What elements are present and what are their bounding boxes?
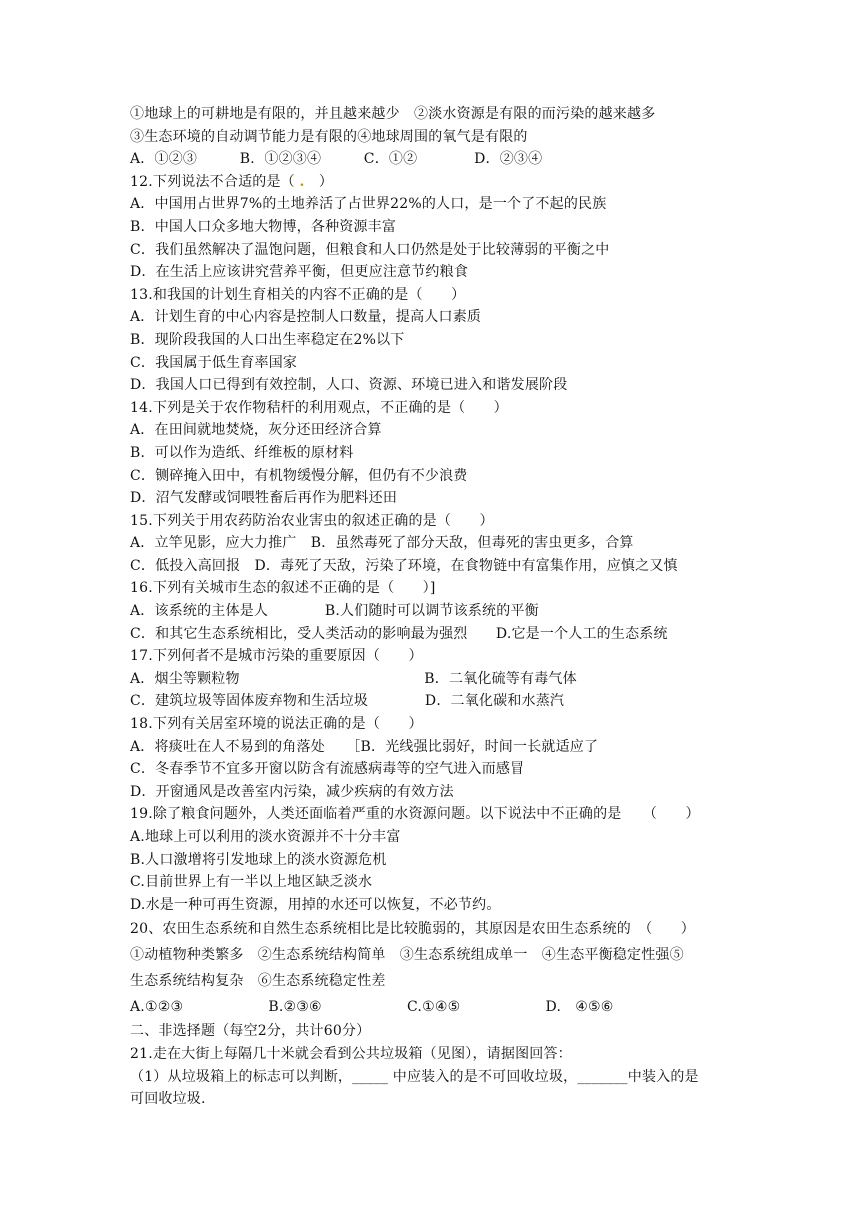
option-a: A．在田间就地焚烧，灰分还田经济合算 xyxy=(130,422,382,439)
question-15: 15.下列关于用农药防治农业害虫的叙述正确的是（ ） xyxy=(130,512,494,529)
option-cd: C．建筑垃圾等固体废弃物和生活垃圾 D．二氧化碳和水蒸汽 xyxy=(130,693,565,710)
question-21: 21.走在大街上每隔几十米就会看到公共垃圾箱（见图），请据图回答： xyxy=(130,1045,572,1062)
question-21-part-1: （1）从垃圾箱上的标志可以判断，_____ 中应装入的是不可回收垃圾，_______中装入的是 xyxy=(130,1068,699,1085)
option-c: C．冬春季节不宜多开窗以防含有流感病毒等的空气进入而感冒 xyxy=(130,761,525,778)
option-b: B．中国人口众多地大物博，各种资源丰富 xyxy=(130,218,397,235)
question-20: 20、农田生态系统和自然生态系统相比是比较脆弱的，其原因是农田生态系统的 （ ） xyxy=(130,921,696,938)
mark-dot: . xyxy=(299,173,305,190)
option-d: D．我国人口已得到有效控制，人口、资源、环境已进入和谐发展阶段 xyxy=(130,377,568,394)
option-c: C．我们虽然解决了温饱问题，但粮食和人口仍然是处于比较薄弱的平衡之中 xyxy=(130,241,610,258)
option-a: A.地球上可以利用的淡水资源并不十分丰富 xyxy=(130,829,401,845)
exam-content xyxy=(130,103,740,1111)
section-heading: 二、非选择题（每空2分，共计60分） xyxy=(130,1023,371,1040)
option-a: A．中国用占世界7%的土地养活了占世界22%的人口，是一个了不起的民族 xyxy=(130,196,607,213)
answer-options: A．①②③ B．①②③④ C．①② D．②③④ xyxy=(130,151,543,168)
option-ab: A．该系统的主体是人 B.人们随时可以调节该系统的平衡 xyxy=(130,603,539,620)
statement-list: ①动植物种类繁多 ②生态系统结构简单 ③生态系统组成单一 ④生态平衡稳定性强⑤ xyxy=(130,947,684,964)
question-21-part-1-cont: 可回收垃圾. xyxy=(130,1091,206,1108)
option-b: B.人口激增将引发地球上的淡水资源危机 xyxy=(130,851,387,868)
option-d: D．开窗通风是改善室内污染，减少疾病的有效方法 xyxy=(130,783,454,800)
text-line: ③生态环境的自动调节能力是有限的④地球周围的氧气是有限的 xyxy=(130,128,528,145)
option-cd: C．和其它生态系统相比，受人类活动的影响最为强烈 D.它是一个人工的生态系统 xyxy=(130,625,668,642)
option-ab: A．立竿见影，应大力推广 B．虽然毒死了部分天敌，但毒死的害虫更多，合算 xyxy=(130,535,634,552)
option-c: C．我国属于低生育率国家 xyxy=(130,354,298,371)
statement-list: 生态系统结构复杂 ⑥生态系统稳定性差 xyxy=(130,973,386,990)
option-b: B．可以作为造纸、纤维板的原材料 xyxy=(130,444,354,461)
answer-options: A.①②③ B.②③⑥ C.①④⑤ D. ④⑤⑥ xyxy=(130,999,614,1016)
question-17: 17.下列何者不是城市污染的重要原因（ ） xyxy=(130,648,423,665)
text-line: ①地球上的可耕地是有限的，并且越来越少 ②淡水资源是有限的而污染的越来越多 xyxy=(130,106,656,122)
option-d: D．沼气发酵或饲喂牲畜后再作为肥料还田 xyxy=(130,490,398,507)
option-d: D．在生活上应该讲究营养平衡，但更应注意节约粮食 xyxy=(130,264,469,281)
option-ab: A．将痰吐在人不易到的角落处 ［B．光线强比弱好，时间一长就适应了 xyxy=(130,738,599,755)
option-cd: C．低投入高回报 D．毒死了天敌，污染了环境，在食物链中有富集作用，应慎之又慎 xyxy=(130,557,678,574)
option-b: B．现阶段我国的人口出生率稳定在2%以下 xyxy=(130,331,405,348)
question-12-paren: ） xyxy=(318,173,334,190)
question-12-stem: 12.下列说法不合适的是（ xyxy=(130,173,295,190)
question-19: 19.除了粮食问题外，人类还面临着严重的水资源问题。以下说法中不正确的是 （ ） xyxy=(130,806,700,823)
question-13: 13.和我国的计划生育相关的内容不正确的是（ ） xyxy=(130,286,466,303)
option-c: C．铡碎掩入田中，有机物缓慢分解，但仍有不少浪费 xyxy=(130,467,468,484)
option-a: A．计划生育的中心内容是控制人口数量，提高人口素质 xyxy=(130,309,482,326)
option-d: D.水是一种可再生资源，用掉的水还可以恢复，不必节约。 xyxy=(130,896,501,913)
question-16: 16.下列有关城市生态的叙述不正确的是（ ）] xyxy=(130,580,436,597)
option-c: C.目前世界上有一半以上地区缺乏淡水 xyxy=(130,874,373,891)
question-12 xyxy=(130,171,740,194)
question-14: 14.下列是关于农作物秸杆的利用观点，不正确的是（ ） xyxy=(130,399,508,416)
question-18: 18.下列有关居室环境的说法正确的是（ ） xyxy=(130,716,423,733)
option-ab: A．烟尘等颗粒物 B．二氧化硫等有毒气体 xyxy=(130,670,577,687)
